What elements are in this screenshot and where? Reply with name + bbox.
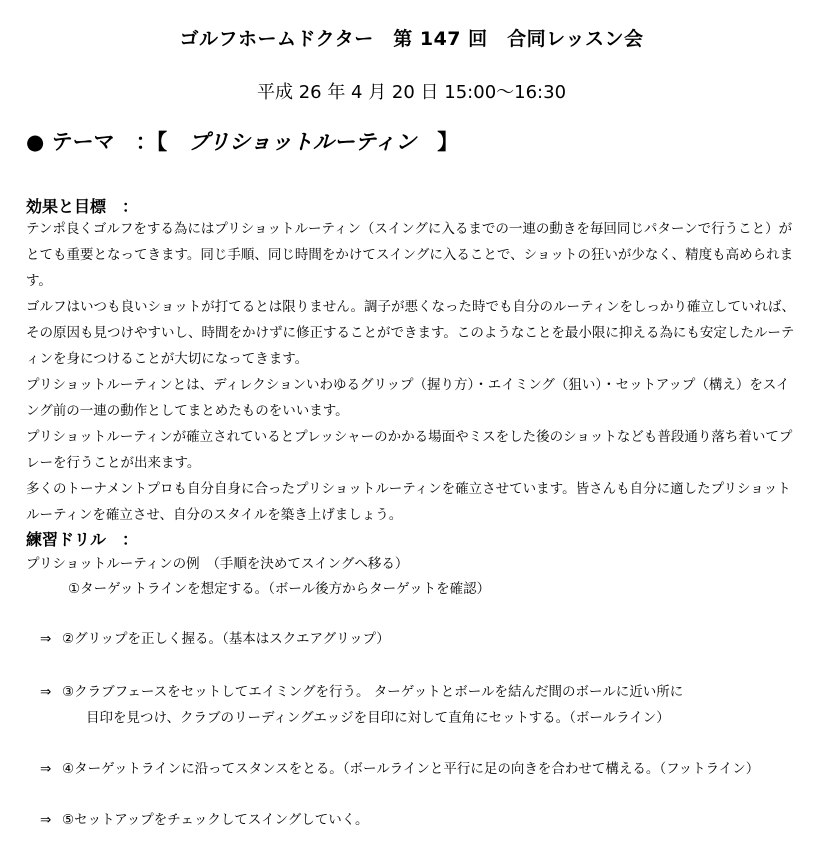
effects-paragraph: 多くのトーナメントプロも自分自身に合ったプリショットルーティンを確立させています。皆さんも自分に適したプリショットルーティンを確立させ、自分のスタイルを築き上げましょう。 [26,481,791,523]
effects-paragraph: プリショットルーティンとは、ディレクションいわゆるグリップ（握り方）・エイミング（狙い）・セットアップ（構え）をスイング前の一連の動作としてまとめたものをいいます。 [26,377,790,419]
drill-intro: プリショットルーティンの例 （手順を決めてスイングへ移る） [26,556,409,572]
drill-step-5: ⑤セットアップをチェックしてスイングしていく。 [62,812,369,828]
effects-heading: 効果と目標 ： [26,197,139,216]
theme-subject: プリショットルーティン [188,130,417,154]
arrow-icon: ⇒ [40,684,52,700]
theme-prefix: ● テーマ ：【 [26,130,189,154]
arrow-icon: ⇒ [40,631,52,647]
drill-step-3-line-2: 目印を見つけ、クラブのリーディングエッジを目印に対して直角にセットする。（ボールライン） [86,710,670,726]
drill-step-1: ①ターゲットラインを想定する。（ボール後方からターゲットを確認） [68,581,491,597]
theme-heading [26,126,458,156]
effects-body [26,216,798,528]
document-title: ゴルフホームドクター 第 147 回 合同レッスン会 [179,28,644,50]
arrow-icon: ⇒ [40,761,52,777]
effects-paragraph: ゴルフはいつも良いショットが打てるとは限りません。調子が悪くなった時でも自分のルーティンをしっかり確立していれば、その原因も見つけやすいし、時間をかけずに修正することができます。このようなことを最小限に抑える為にも安定したルーティンを身につけることが大切になってきます。 [26,299,795,367]
drill-step-4: ④ターゲットラインに沿ってスタンスをとる。（ボールラインと平行に足の向きを合わせて構える。（フットライン） [62,761,760,777]
arrow-icon: ⇒ [40,812,52,828]
drill-step-3-line-1: ③クラブフェースをセットしてエイミングを行う。 ターゲットとボールを結んだ間のボールに近い所に [62,684,684,700]
event-date: 平成 26 年 4 月 20 日 15:00～16:30 [256,82,567,103]
theme-suffix: 】 [416,130,459,154]
effects-paragraph: プリショットルーティンが確立されているとプレッシャーのかかる場面やミスをした後のショットなども普段通り落ち着いてプレーを行うことが出来ます。 [26,429,793,471]
effects-paragraph: テンポ良くゴルフをする為にはプリショットルーティン（スイングに入るまでの一連の動きを毎回同じパターンで行うこと）がとても重要となってきます。同じ手順、同じ時間をかけてスイングに入ることで、ショットの狂いが少なく、精度も高められます。 [26,221,794,289]
drill-step-2: ②グリップを正しく握る。（基本はスクエアグリップ） [62,631,390,647]
drill-heading: 練習ドリル ： [26,530,139,549]
